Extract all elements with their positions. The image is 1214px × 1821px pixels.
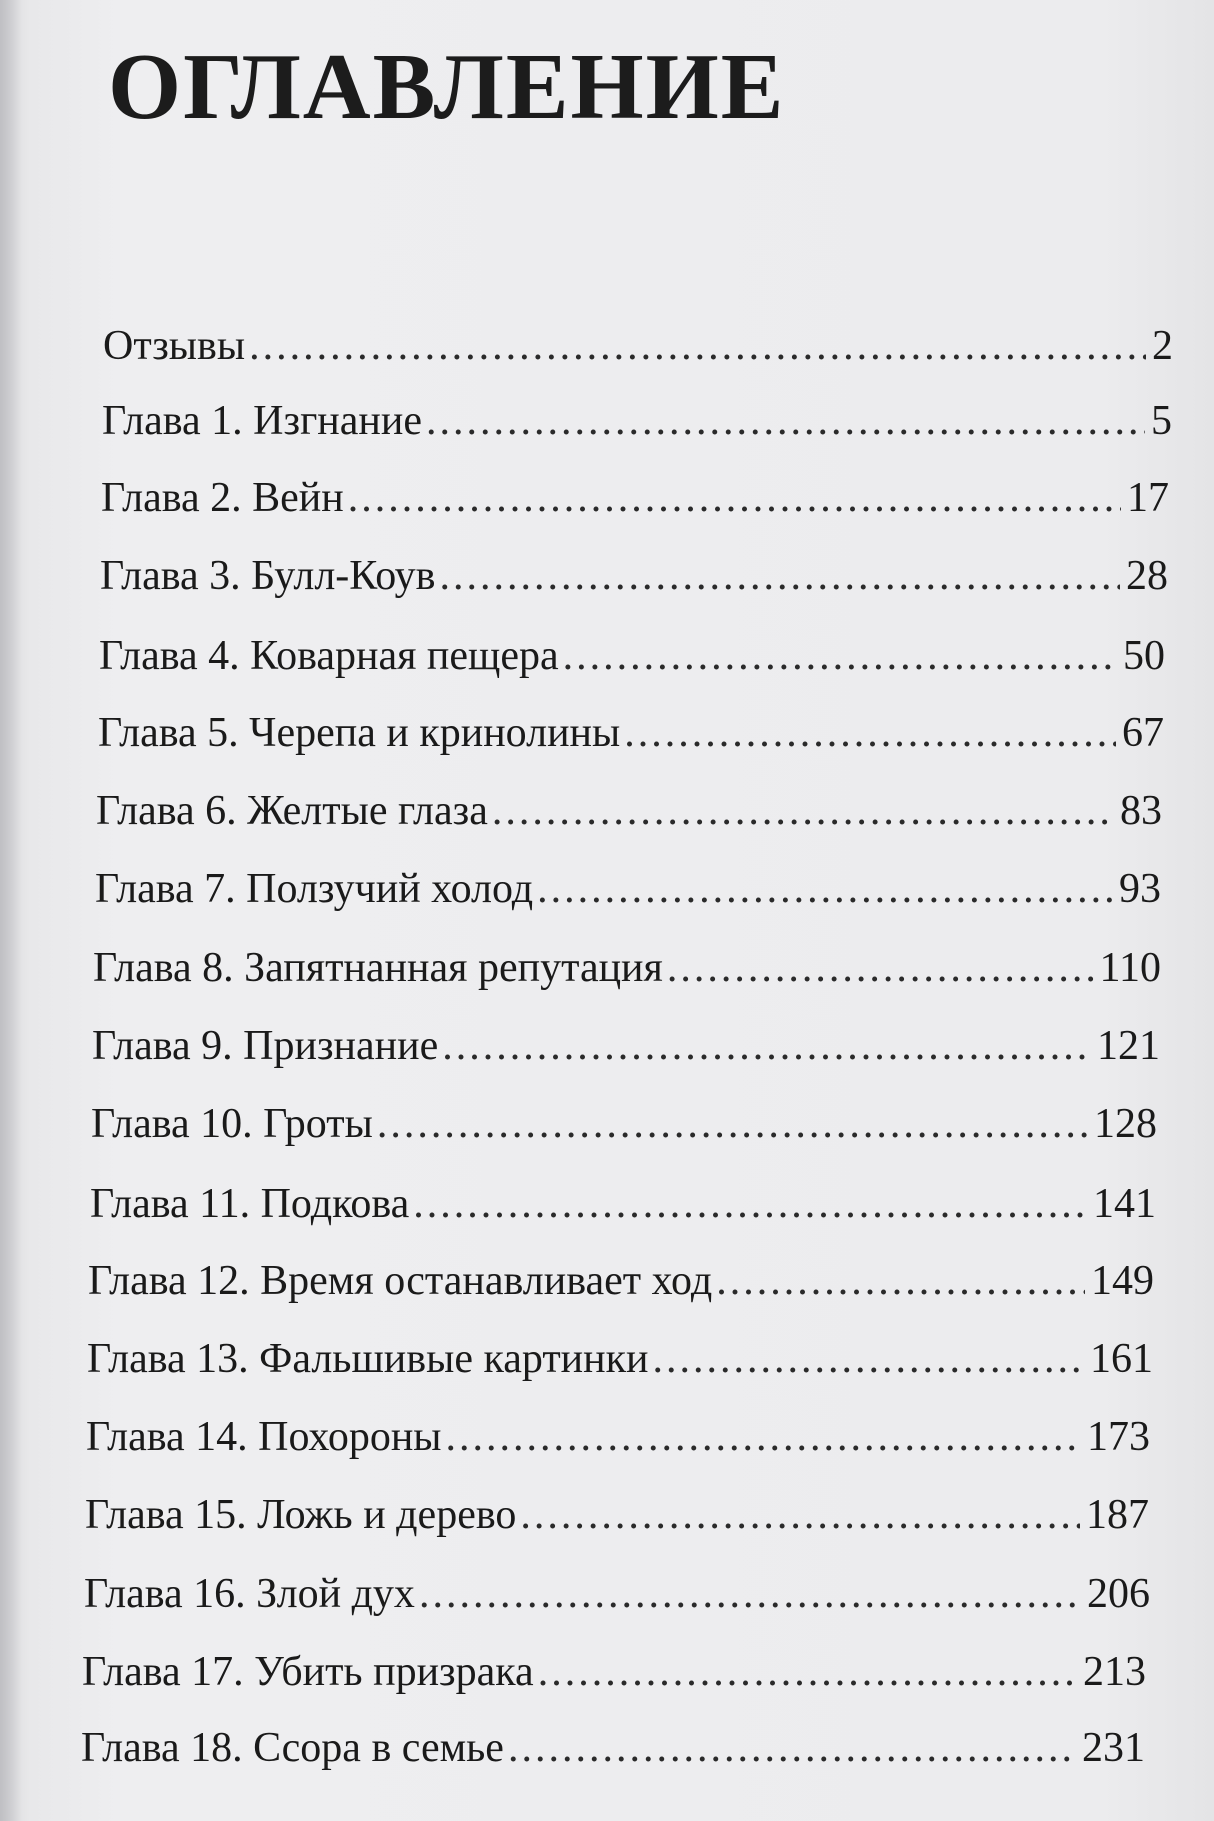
toc-entry	[102, 400, 1172, 450]
toc-entry	[96, 790, 1162, 840]
dot-leader	[413, 1183, 1087, 1225]
toc-entry-page: 93	[1119, 866, 1161, 912]
dot-leader	[377, 1103, 1088, 1145]
dot-leader	[426, 400, 1145, 442]
toc-entry-page: 206	[1087, 1571, 1150, 1617]
toc-entry-page: 173	[1087, 1414, 1150, 1460]
toc-entry	[84, 1573, 1150, 1623]
toc-entry-page: 50	[1123, 633, 1165, 679]
toc-entry-title: Глава 17. Убить призрака	[82, 1649, 534, 1695]
toc-entry-page: 67	[1122, 710, 1164, 756]
dot-leader	[508, 1727, 1076, 1769]
toc-entry	[98, 712, 1164, 762]
page-title: ОГЛАВЛЕНИЕ	[108, 35, 786, 139]
toc-entry-title: Глава 7. Ползучий холод	[95, 866, 534, 912]
dot-leader	[439, 555, 1120, 597]
dot-leader	[249, 325, 1146, 367]
toc-entry-page: 149	[1091, 1258, 1154, 1304]
toc-entry-page: 83	[1120, 788, 1162, 834]
toc-entry-page: 110	[1099, 945, 1161, 991]
dot-leader	[492, 790, 1114, 832]
toc-entry-page: 17	[1127, 475, 1169, 521]
toc-entry-title: Глава 1. Изгнание	[102, 398, 423, 444]
dot-leader	[716, 1260, 1085, 1302]
toc-entry	[88, 1260, 1154, 1310]
toc-entry-title: Глава 12. Время останавливает ход	[88, 1258, 713, 1304]
dot-leader	[538, 1651, 1077, 1693]
toc-entry-page: 28	[1126, 553, 1168, 599]
toc-entry-title: Глава 13. Фальшивые картинки	[87, 1336, 649, 1382]
toc-entry	[93, 947, 1161, 997]
toc-entry	[85, 1494, 1149, 1544]
toc-entry	[82, 1651, 1146, 1701]
toc-entry-page: 128	[1094, 1101, 1157, 1147]
toc-entry-title: Отзывы	[103, 323, 246, 369]
dot-leader	[667, 947, 1094, 989]
dot-leader	[419, 1573, 1081, 1615]
toc-entry	[92, 1025, 1160, 1075]
toc-entry-title: Глава 10. Гроты	[91, 1101, 373, 1147]
toc-entry-title: Глава 18. Ссора в семье	[81, 1725, 504, 1771]
toc-entry-page: 121	[1097, 1023, 1160, 1069]
toc-entry-page: 5	[1151, 398, 1172, 444]
toc-entry-title: Глава 5. Черепа и кринолины	[98, 710, 621, 756]
toc-entry-page: 141	[1093, 1181, 1156, 1227]
toc-entry	[87, 1338, 1153, 1388]
toc-entry	[91, 1103, 1157, 1153]
dot-leader	[653, 1338, 1084, 1380]
toc-entry-title: Глава 9. Признание	[92, 1023, 439, 1069]
toc-entry-title: Глава 16. Злой дух	[84, 1571, 415, 1617]
toc-entry-title: Глава 14. Похороны	[86, 1414, 442, 1460]
toc-entry-title: Глава 15. Ложь и дерево	[85, 1492, 517, 1538]
dot-leader	[520, 1494, 1080, 1536]
toc-entry-page: 161	[1090, 1336, 1153, 1382]
toc-entry-page: 2	[1152, 323, 1173, 369]
toc-entry-title: Глава 3. Булл-Коув	[100, 553, 436, 599]
toc-entry-title: Глава 11. Подкова	[90, 1181, 410, 1227]
toc-entry	[81, 1727, 1145, 1777]
toc-entry-title: Глава 2. Вейн	[101, 475, 344, 521]
dot-leader	[563, 635, 1117, 677]
toc-entry	[103, 325, 1173, 375]
toc-entry	[99, 635, 1165, 685]
dot-leader	[537, 868, 1113, 910]
toc-entry-page: 187	[1086, 1492, 1149, 1538]
dot-leader	[348, 477, 1121, 519]
toc-entry-title: Глава 8. Запятнанная репутация	[93, 945, 663, 991]
dot-leader	[442, 1025, 1091, 1067]
toc-entry-title: Глава 6. Желтые глаза	[96, 788, 488, 834]
dot-leader	[446, 1416, 1081, 1458]
toc-entry	[95, 868, 1161, 918]
toc-entry-title: Глава 4. Коварная пещера	[99, 633, 559, 679]
toc-entry	[101, 477, 1169, 527]
toc-entry-page: 231	[1082, 1725, 1145, 1771]
toc-entry	[86, 1416, 1150, 1466]
toc-entry	[90, 1183, 1156, 1233]
toc-entry	[100, 555, 1168, 605]
dot-leader	[624, 712, 1116, 754]
toc-entry-page: 213	[1083, 1649, 1146, 1695]
